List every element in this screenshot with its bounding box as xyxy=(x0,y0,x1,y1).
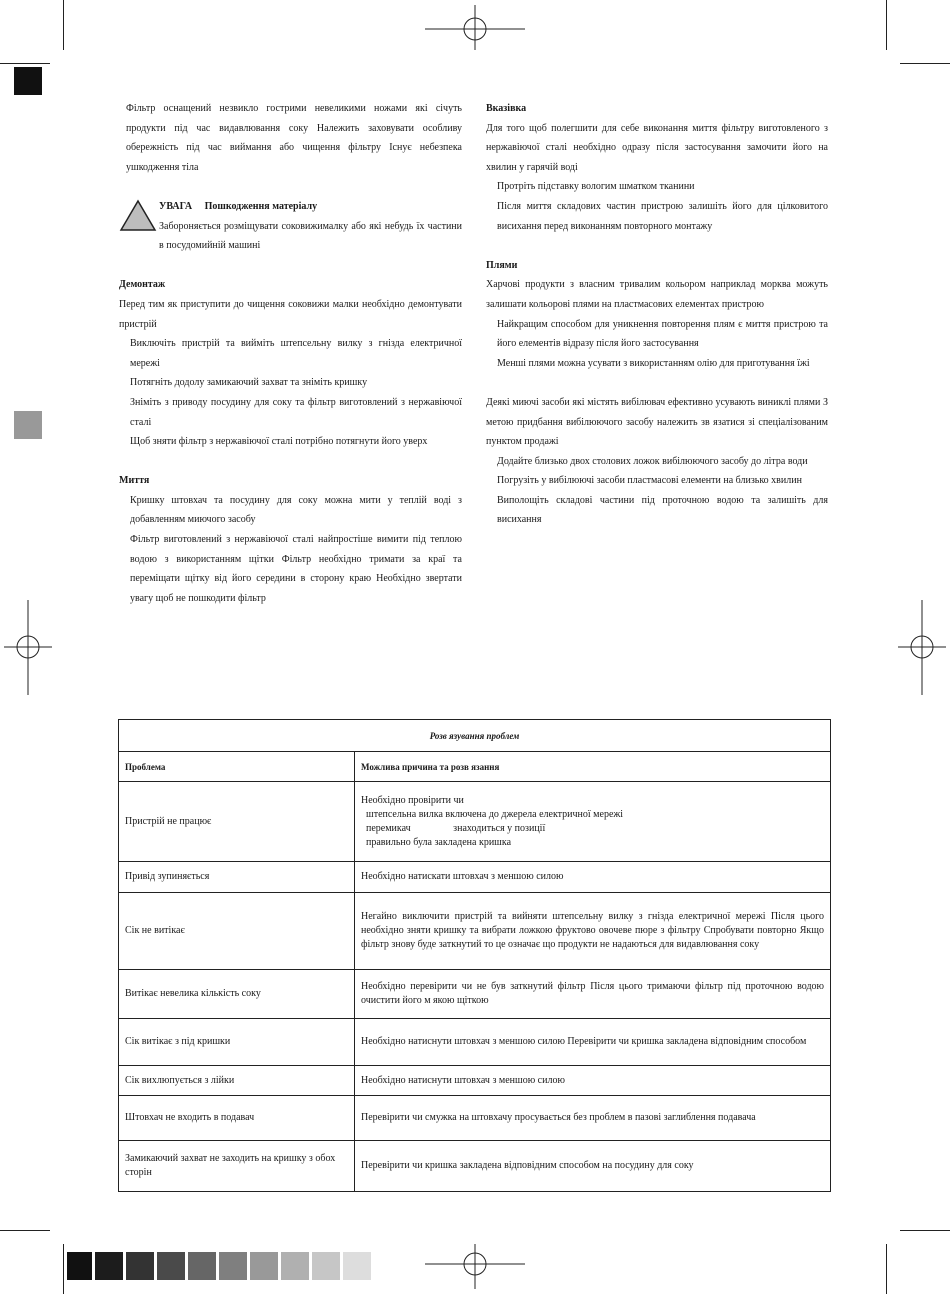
color-swatch xyxy=(67,1252,92,1280)
registration-mark-left xyxy=(4,600,52,695)
color-bar xyxy=(67,1252,377,1280)
dismantle-heading: Демонтаж xyxy=(119,279,166,291)
crop-mark xyxy=(886,0,887,50)
list-item: Виполощіть складові частини під проточною водою та залишіть для висихання xyxy=(497,494,828,526)
table-row xyxy=(119,1141,831,1192)
dismantle-intro: Перед тим як приступити до чищення соковижи малки необхідно демонтувати пристрій xyxy=(119,298,462,330)
list-item: Фільтр виготовлений з нержавіючої сталі найпростіше вимити під теплою водою з використанням щітки Фільтр необхідно тримати за краї та переміщати щітку від його середини в сторону краю Необхідно звертати увагу щоб не пошкодити фільтр xyxy=(130,534,462,604)
problem-cell: Сік не витікає xyxy=(119,893,355,970)
list-item: Щоб зняти фільтр з нержавіючої сталі потрібно потягнути його уверх xyxy=(130,436,428,448)
color-swatch xyxy=(219,1252,247,1280)
intro-paragraph: Фільтр оснащений незвикло гострими невеликими ножами які січуть продукти під час видавлювання соку Належить заховувати особливу обережність під час виймання або чищення фільтру Існує небезпека ушкодження тіла xyxy=(126,103,462,173)
solution-cell xyxy=(355,782,831,862)
right-column xyxy=(486,99,828,530)
crop-mark xyxy=(63,1244,64,1294)
hint-heading: Вказівка xyxy=(486,103,527,114)
table-title: Розв язування проблем xyxy=(119,720,831,752)
table-row xyxy=(119,1019,831,1066)
crop-mark xyxy=(63,0,64,50)
crop-mark xyxy=(0,63,50,64)
warning-title: Пошкодження матеріалу xyxy=(204,200,318,212)
bleach-text: Деякі миючі засоби які містять вибілювач ефективно усувають виниклі плями З метою придбання вибілюючого засобу належить зв язатися зі спеціалізованим пунктом продажі xyxy=(486,396,828,448)
problem-cell: Замикаючий захват не заходить на кришку з обох сторін xyxy=(119,1141,355,1192)
solution-line: правильно була закладена кришка xyxy=(366,836,512,848)
washing-heading: Миття xyxy=(119,475,150,487)
solution-cell: Необхідно натиснути штовхач з меншою силою Перевірити чи кришка закладена відповідним способом xyxy=(355,1019,831,1066)
crop-mark xyxy=(0,1230,50,1231)
warning-triangle-icon xyxy=(119,199,157,232)
color-swatch xyxy=(281,1252,309,1280)
black-square-mark xyxy=(14,67,42,95)
registration-mark-top xyxy=(425,5,525,50)
table-row xyxy=(119,782,831,862)
solution-cell: Перевірити чи кришка закладена відповідним способом на посудину для соку xyxy=(355,1141,831,1192)
warning-text: Забороняється розміщувати соковижималку або які небудь їх частини в посудомийній машині xyxy=(159,220,462,252)
list-item: Протріть підставку вологим шматком тканини xyxy=(497,181,695,193)
solution-cell: Необхідно натиснути штовхач з меншою силою xyxy=(355,1066,831,1096)
warning-block xyxy=(119,197,462,256)
list-item: Після миття складових частин пристрою залишіть його для цілковитого висихання перед виконанням повторного монтажу xyxy=(497,200,828,232)
list-item: Кришку штовхач та посудину для соку можна мити у теплій воді з добавленням миючого засобу xyxy=(130,494,462,526)
problem-cell: Сік вихлюпується з лійки xyxy=(119,1066,355,1096)
registration-mark-right xyxy=(898,600,946,695)
color-swatch xyxy=(95,1252,123,1280)
list-item: Найкращим способом для уникнення повторення плям є миття пристрою та його елементів відразу після його застосування xyxy=(497,318,828,350)
list-item: Зніміть з приводу посудину для соку та фільтр виготовлений з нержавіючої сталі xyxy=(130,396,462,428)
table-row xyxy=(119,970,831,1019)
color-swatch xyxy=(188,1252,216,1280)
solution-line: Необхідно провірити чи xyxy=(361,794,464,806)
registration-mark-bottom xyxy=(425,1244,525,1289)
table-row xyxy=(119,862,831,893)
color-swatch xyxy=(343,1252,371,1280)
solution-cell: Негайно виключити пристрій та вийняти штепсельну вилку з гнізда електричної мережі Після цього необхідно зняти кришку та вибрати ложкою фруктово овочеве пюре з фільтру Спробувати повторно Якщо фільтр знову буде заткнутий то це означає що продукти не надаються для видавлювання соку xyxy=(355,893,831,970)
solution-cell: Необхідно натискати штовхач з меншою силою xyxy=(355,862,831,893)
solution-cell: Перевірити чи смужка на штовхачу просувається без проблем в пазові заглиблення подавача xyxy=(355,1096,831,1141)
column-header-solution: Можлива причина та розв язання xyxy=(355,752,831,782)
warning-heading xyxy=(159,197,462,217)
table-row xyxy=(119,1096,831,1141)
stains-text: Харчові продукти з власним тривалим кольором наприклад морква можуть залишати кольорові плями на пластмасових елементах пристрою xyxy=(486,279,828,310)
color-swatch xyxy=(126,1252,154,1280)
problem-cell: Витікає невелика кількість соку xyxy=(119,970,355,1019)
warning-label: УВАГА xyxy=(159,200,193,212)
solution-cell: Необхідно перевірити чи не був заткнутий фільтр Після цього тримаючи фільтр під проточною водою очистити його м якою щіткою xyxy=(355,970,831,1019)
troubleshooting-table xyxy=(118,719,831,1192)
problem-cell: Привід зупиняється xyxy=(119,862,355,893)
problem-cell: Пристрій не працює xyxy=(119,782,355,862)
table-row xyxy=(119,1066,831,1096)
hint-text: Для того щоб полегшити для себе виконання миття фільтру виготовленого з нержавіючої сталі необхідно одразу після застосування замочити його на хвилин у гарячій воді xyxy=(486,122,828,173)
table-row xyxy=(119,893,831,970)
list-item: Додайте близько двох столових ложок вибілюючого засобу до літра води xyxy=(497,455,808,467)
left-column xyxy=(119,99,462,608)
color-swatch xyxy=(250,1252,278,1280)
solution-line: штепсельна вилка включена до джерела електричної мережі xyxy=(366,808,624,820)
problem-cell: Штовхач не входить в подавач xyxy=(119,1096,355,1141)
grey-square-mark xyxy=(14,411,42,439)
color-swatch xyxy=(312,1252,340,1280)
crop-mark xyxy=(900,1230,950,1231)
crop-mark xyxy=(886,1244,887,1294)
list-item: Потягніть додолу замикаючий захват та зніміть кришку xyxy=(130,377,368,389)
column-header-problem: Проблема xyxy=(119,752,355,782)
list-item: Виключіть пристрій та вийміть штепсельну вилку з гнізда електричної мережі xyxy=(130,338,462,369)
list-item: Погрузіть у вибілюючі засоби пластмасові елементи на близько хвилин xyxy=(497,475,802,487)
crop-mark xyxy=(900,63,950,64)
stains-heading: Плями xyxy=(486,259,518,271)
color-swatch xyxy=(157,1252,185,1280)
list-item: Менші плями можна усувати з використанням олію для приготування їжі xyxy=(497,357,810,369)
solution-line: перемикач знаходиться у позиції xyxy=(366,822,546,834)
problem-cell: Сік витікає з під кришки xyxy=(119,1019,355,1066)
